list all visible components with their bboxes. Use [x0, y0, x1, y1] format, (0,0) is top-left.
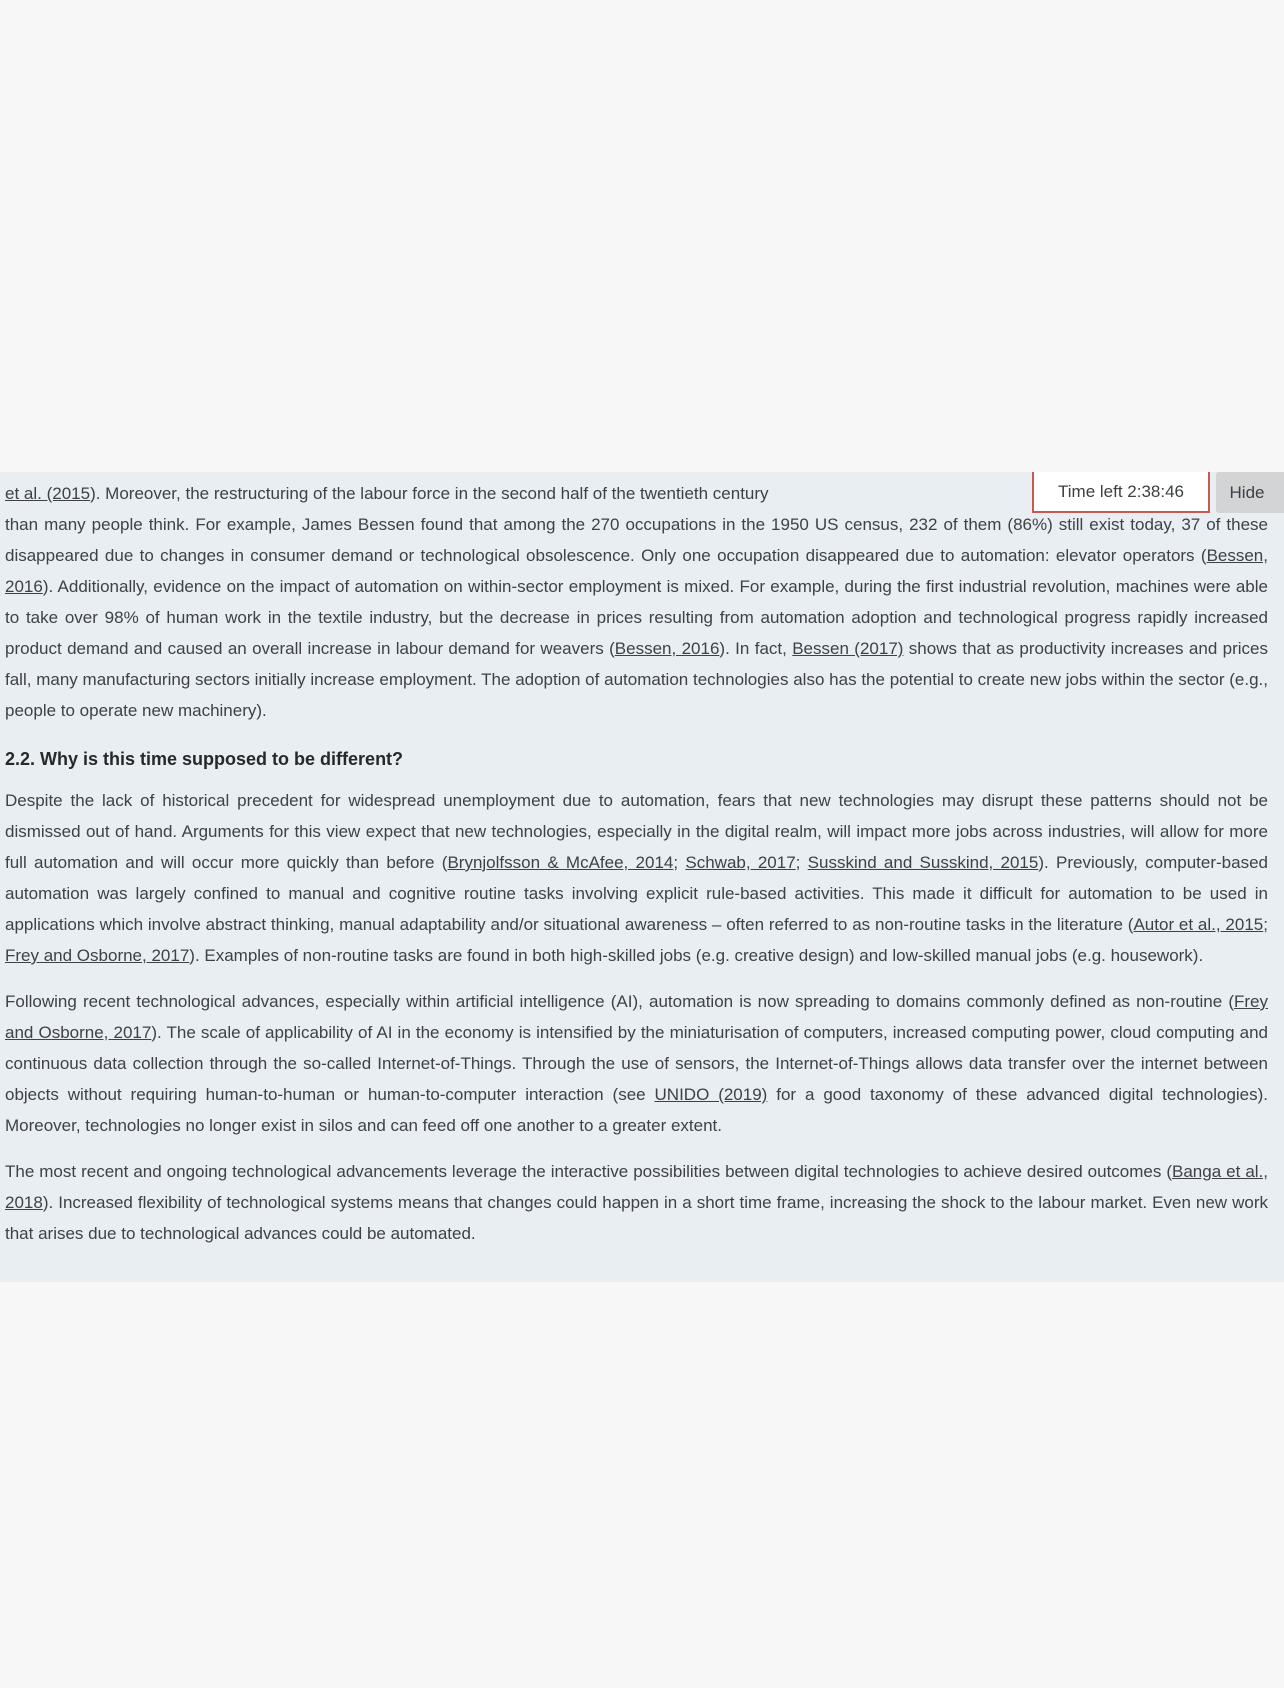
paragraph: et al. (2015). Moreover, the restructuring of the labour force in the second half of the twentieth century: [5, 484, 769, 503]
citation-link[interactable]: Banga et al., 2018: [5, 1162, 1268, 1212]
paragraph: than many people think. For example, James Bessen found that among the 270 occupations in the 1950 US census, 232 of them (86%) still exist today, 37 of these disappeared due to changes in consumer demand or technological obsolescence. Only one occupation disappeared due to automation: elevator operators (Bessen, 2016). Additionally, evidence on the impact of automation on within-sector employment is mixed. For example, during the first industrial revolution, machines were able to take over 98% of human work in the textile industry, but the decrease in prices resulting from automation adoption and technological progress rapidly increased product demand and caused an overall increase in labour demand for weavers (Bessen, 2016). In fact, Bessen (2017) shows that as productivity increases and prices fall, many manufacturing sectors initially increase employment. The adoption of automation technologies also has the potential to create new jobs within the sector (e.g., people to operate new machinery).: [5, 515, 1268, 720]
section-heading: 2.2. Why is this time supposed to be different?: [5, 749, 404, 769]
document-content: [0, 472, 1284, 1282]
paragraph: Following recent technological advances, especially within artificial intelligence (AI), automation is now spreading to domains commonly defined as non-routine (Frey and Osborne, 2017). The scale of applicability of AI in the economy is intensified by the miniaturisation of computers, increased computing power, cloud computing and continuous data collection through the so-called Internet-of-Things. Through the use of sensors, the Internet-of-Things allows data transfer over the internet between objects without requiring human-to-human or human-to-computer interaction (see UNIDO (2019) for a good taxonomy of these advanced digital technologies). Moreover, technologies no longer exist in silos and can feed off one another to a greater extent.: [5, 992, 1269, 1135]
citation-link[interactable]: Bessen, 2016: [614, 639, 720, 658]
citation-link[interactable]: et al. (2015: [5, 484, 91, 503]
timer: [1032, 472, 1210, 513]
timer-label: Time left 2:38:46: [1058, 481, 1184, 501]
citation-link[interactable]: Frey and Osborne, 2017: [5, 992, 1268, 1042]
citation-link[interactable]: Schwab, 2017: [685, 853, 796, 872]
paragraph: The most recent and ongoing technological advancements leverage the interactive possibilities between digital technologies to achieve desired outcomes (Banga et al., 2018). Increased flexibility of technological systems means that changes could happen in a short time frame, increasing the shock to the labour market. Even new work that arises due to technological advances could be automated.: [5, 1162, 1268, 1243]
citation-link[interactable]: Frey and Osborne, 2017: [5, 946, 190, 965]
citation-link[interactable]: Brynjolfsson & McAfee, 2014: [447, 853, 674, 872]
hide-button[interactable]: [1216, 472, 1284, 513]
hide-button-label: Hide: [1229, 482, 1265, 502]
paragraph: Despite the lack of historical precedent for widespread unemployment due to automation, fears that new technologies may disrupt these patterns should not be dismissed out of hand. Arguments for this view expect that new technologies, especially in the digital realm, will impact more jobs across industries, will allow for more full automation and will occur more quickly than before (Brynjolfsson & McAfee, 2014; Schwab, 2017; Susskind and Susskind, 2015). Previously, computer-based automation was largely confined to manual and cognitive routine tasks involving explicit rule-based activities. This made it difficult for automation to be used in applications which involve abstract thinking, manual adaptability and/or situational awareness – often referred to as non-routine tasks in the literature (Autor et al., 2015; Frey and Osborne, 2017). Examples of non-routine tasks are found in both high-skilled jobs (e.g. creative design) and low-skilled manual jobs (e.g. housework).: [5, 791, 1268, 965]
citation-link[interactable]: Susskind and Susskind, 2015: [807, 853, 1039, 872]
citation-link[interactable]: Bessen (2017): [792, 639, 904, 658]
citation-link[interactable]: Autor et al., 2015: [1133, 915, 1264, 934]
citation-link[interactable]: UNIDO (2019): [654, 1085, 768, 1104]
citation-link[interactable]: Bessen, 2016: [5, 546, 1268, 596]
